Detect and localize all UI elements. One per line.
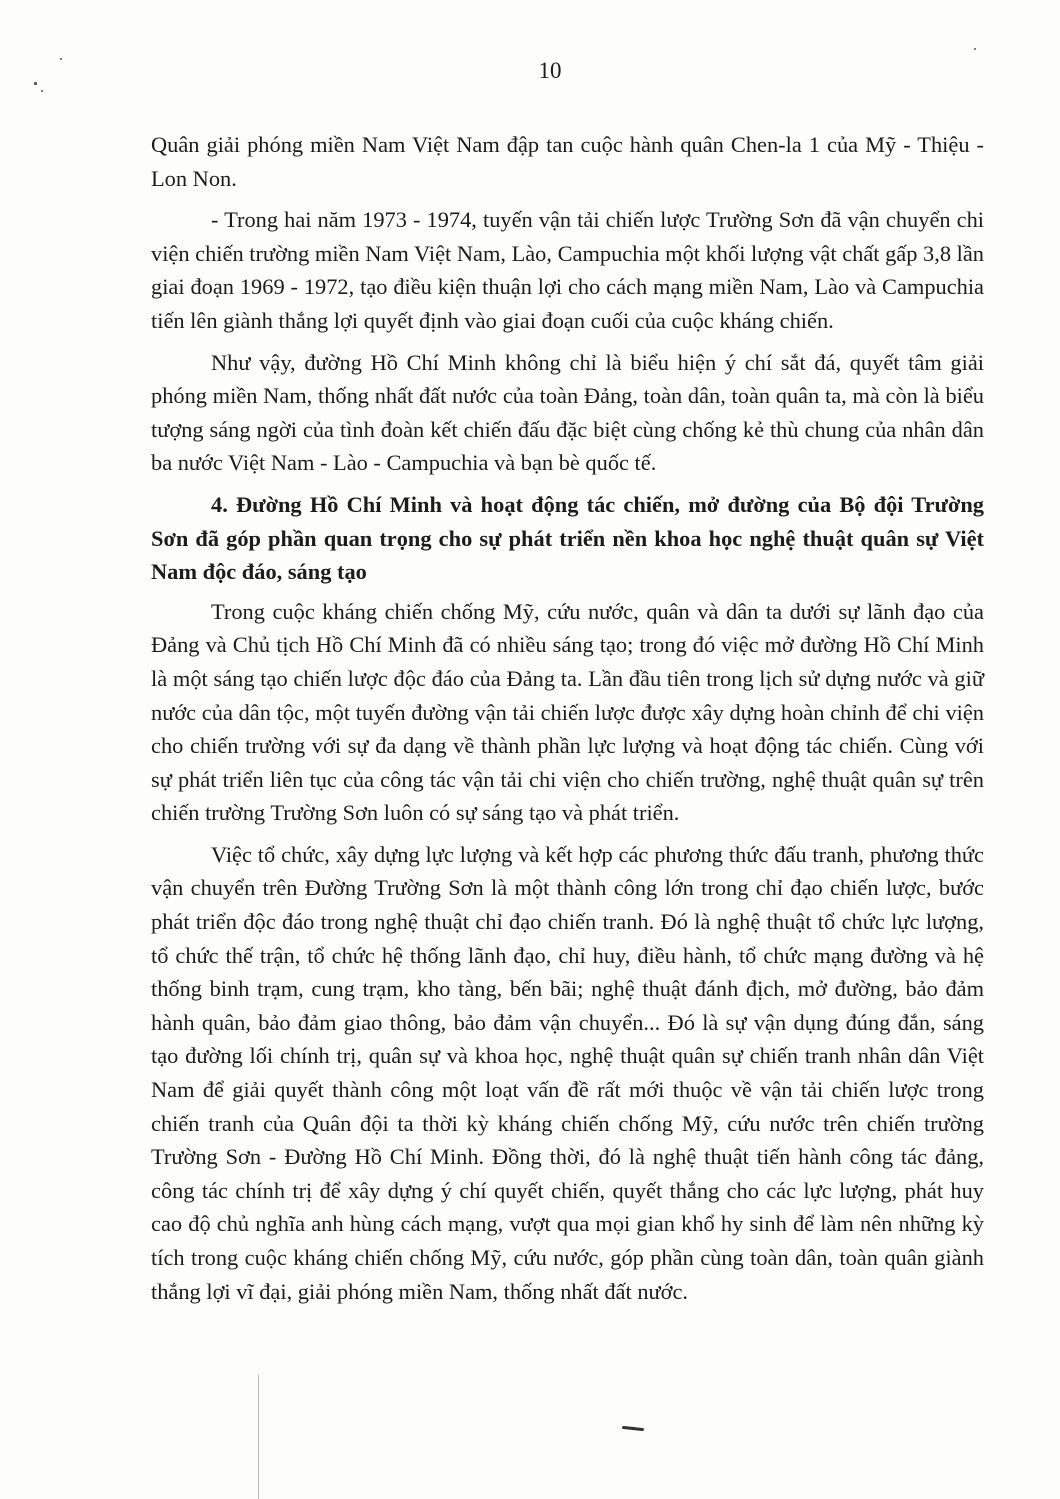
scan-speck	[41, 90, 43, 92]
scan-dash-mark	[622, 1426, 644, 1431]
paragraph-strategic-creativity: Trong cuộc kháng chiến chống Mỹ, cứu nước, quân và dân ta dưới sự lãnh đạo của Đảng và Chủ tịch Hồ Chí Minh đã có nhiều sáng tạo; trong đó việc mở đường Hồ Chí Minh là một sáng tạo chiến lược độc đáo của Đảng ta. Lần đầu tiên trong lịch sử dựng nước và giữ nước của dân tộc, một tuyến đường vận tải chiến lược được xây dựng hoàn chỉnh để chi viện cho chiến trường với sự đa dạng về thành phần lực lượng và hoạt động tác chiến. Cùng với sự phát triển liên tục của công tác vận tải chi viện cho chiến trường, nghệ thuật quân sự trên chiến trường Trường Sơn luôn có sự sáng tạo và phát triển.	[151, 598, 984, 826]
page-number: 10	[538, 58, 562, 83]
page-body	[151, 128, 984, 1316]
paragraph-continuation: Quân giải phóng miền Nam Việt Nam đập tan cuộc hành quân Chen-la 1 của Mỹ - Thiệu - Lon Non.	[151, 132, 984, 191]
section-heading-4: 4. Đường Hồ Chí Minh và hoạt động tác chiến, mở đường của Bộ đội Trường Sơn đã góp phần quan trọng cho sự phát triển nền khoa học nghệ thuật quân sự Việt Nam độc đáo, sáng tạo	[151, 491, 984, 585]
paragraph-symbol-of-solidarity: Như vậy, đường Hồ Chí Minh không chỉ là biểu hiện ý chí sắt đá, quyết tâm giải phóng miền Nam, thống nhất đất nước của toàn Đảng, toàn dân, toàn quân ta, mà còn là biểu tượng sáng ngời của tình đoàn kết chiến đấu đặc biệt cùng chống kẻ thù chung của nhân dân ba nước Việt Nam - Lào - Campuchia và bạn bè quốc tế.	[151, 349, 984, 476]
scan-fold-line	[258, 1375, 259, 1499]
scan-speck	[974, 48, 976, 50]
paragraph-transport-1973-1974: - Trong hai năm 1973 - 1974, tuyến vận tải chiến lược Trường Sơn đã vận chuyển chi viện chiến trường miền Nam Việt Nam, Lào, Campuchia một khối lượng vật chất gấp 3,8 lần giai đoạn 1969 - 1972, tạo điều kiện thuận lợi cho cách mạng miền Nam, Lào và Campuchia tiến lên giành thắng lợi quyết định vào giai đoạn cuối của cuộc kháng chiến.	[151, 207, 984, 333]
paragraph-organization-art: Việc tổ chức, xây dựng lực lượng và kết hợp các phương thức đấu tranh, phương thức vận chuyển trên Đường Trường Sơn là một thành công lớn trong chỉ đạo chiến lược, bước phát triển độc đáo trong nghệ thuật chỉ đạo chiến tranh. Đó là nghệ thuật tổ chức lực lượng, tổ chức thế trận, tổ chức hệ thống lãnh đạo, chỉ huy, điều hành, tổ chức mạng đường và hệ thống binh trạm, cung trạm, kho tàng, bến bãi; nghệ thuật đánh địch, mở đường, bảo đảm hành quân, bảo đảm giao thông, bảo đảm vận chuyển... Đó là sự vận dụng đúng đắn, sáng tạo đường lối chính trị, quân sự và khoa học, nghệ thuật quân sự chiến tranh nhân dân Việt Nam để giải quyết thành công một loạt vấn đề rất mới thuộc về vận tải chiến lược trong chiến tranh của Quân đội ta thời kỳ kháng chiến chống Mỹ, cứu nước trên chiến trường Trường Sơn - Đường Hồ Chí Minh. Đồng thời, đó là nghệ thuật tiến hành công tác đảng, công tác chính trị để xây dựng ý chí quyết chiến, quyết thắng cho các lực lượng, phát huy cao độ chủ nghĩa anh hùng cách mạng, vượt qua mọi gian khổ hy sinh để làm nên những kỳ tích trong cuộc kháng chiến chống Mỹ, cứu nước, góp phần cùng toàn dân, toàn quân giành thắng lợi vĩ đại, giải phóng miền Nam, thống nhất đất nước.	[151, 841, 984, 1304]
